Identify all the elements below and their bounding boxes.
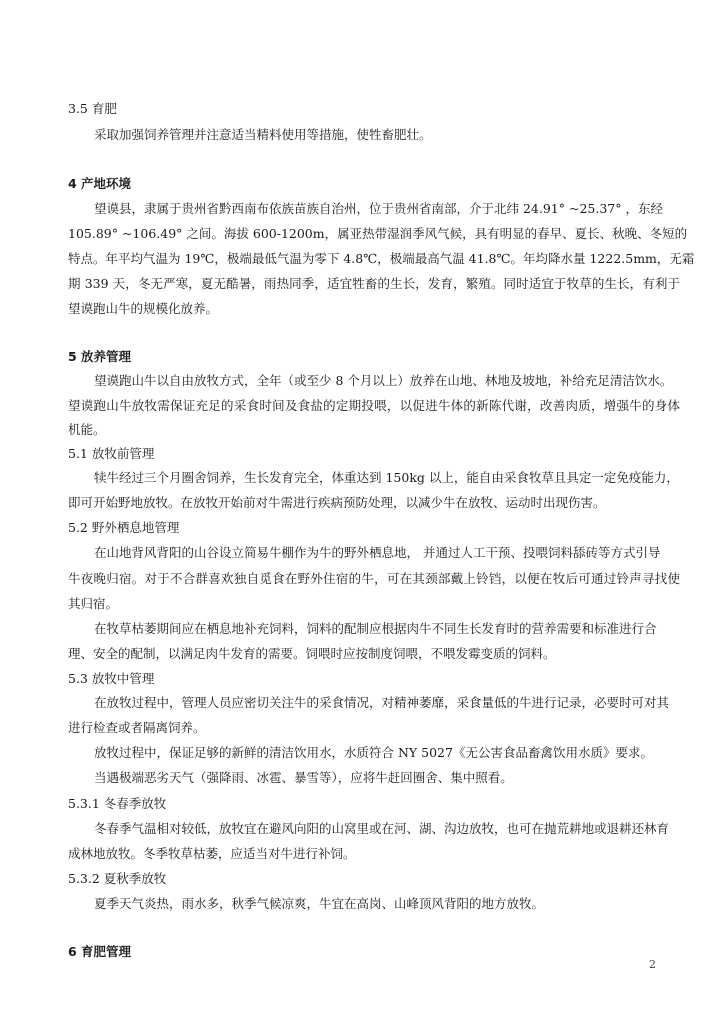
heading-5-1: 5.1 放牧前管理: [68, 446, 155, 461]
heading-6: 6 育肥管理: [68, 944, 132, 959]
paragraph-line: 冬春季气温相对较低，放牧宜在避风向阳的山窝里或在河、湖、沟边放牧，也可在抛荒耕地或退耕还林育: [94, 821, 670, 836]
paragraph-line: 望谟县，隶属于贵州省黔西南布依族苗族自治州，位于贵州省南部，介于北纬 24.91° ~25.37° ，东经: [94, 201, 663, 216]
page-number: 2: [649, 958, 656, 971]
paragraph-line: 其归宿。: [68, 596, 119, 611]
heading-5-2: 5.2 野外栖息地管理: [68, 520, 180, 535]
paragraph-line: 理、安全的配制，以满足肉牛发育的需要。饲喂时应按制度饲喂，不喂发霉变质的饲料。: [68, 646, 556, 661]
heading-4: 4 产地环境: [68, 176, 132, 191]
paragraph-line: 进行检查或者隔离饲养。: [68, 720, 206, 735]
paragraph-line: 望谟跑山牛放牧需保证充足的采食时间及食盐的定期投喂，以促进牛体的新陈代谢，改善肉质，增强牛的身体: [68, 398, 680, 413]
paragraph-line: 成林地放牧。冬季牧草枯萎，应适当对牛进行补饲。: [68, 846, 356, 861]
paragraph-line: 特点。年平均气温为 19℃，极端最低气温为零下 4.8℃，极端最高气温 41.8℃。年均降水量 1222.5mm，无霜: [68, 251, 695, 266]
heading-5: 5 放养管理: [68, 349, 132, 364]
paragraph-line: 105.89° ~106.49° 之间。海拔 600-1200m，属亚热带湿润季风气候，具有明显的春早、夏长、秋晚、冬短的: [68, 226, 688, 241]
paragraph-line: 机能。: [68, 422, 106, 437]
paragraph-line: 夏季天气炎热，雨水多，秋季气候凉爽，牛宜在高岗、山峰顶风背阳的地方放牧。: [94, 896, 545, 911]
heading-5-3-2: 5.3.2 夏秋季放牧: [68, 871, 167, 886]
paragraph-line: 即可开始野地放牧。在放牧开始前对牛需进行疾病预防处理，以减少牛在放牧、运动时出现伤害。: [68, 495, 606, 510]
heading-3-5: 3.5 育肥: [68, 101, 117, 116]
paragraph-line: 望谟跑山牛的规模化放养。: [68, 301, 219, 316]
paragraph-line: 当遇极端恶劣天气（强降雨、冰雹、暴雪等），应将牛赶回圈舍、集中照看。: [94, 770, 513, 785]
heading-5-3: 5.3 放牧中管理: [68, 671, 155, 686]
paragraph-line: 采取加强饲养管理并注意适当精料使用等措施，使牲畜肥壮。: [94, 127, 432, 142]
paragraph-line: 期 339 天，冬无严寒，夏无酷暑，雨热同季，适宜牲畜的生长，发育，繁殖。同时适宜于牧草的生长，有利于: [68, 276, 680, 291]
heading-5-3-1: 5.3.1 冬春季放牧: [68, 796, 167, 811]
paragraph-line: 牛夜晚归宿。对于不合群喜欢独自觅食在野外住宿的牛，可在其颈部戴上铃铛，以便在牧后可通过铃声寻找使: [68, 571, 680, 586]
paragraph-line: 望谟跑山牛以自由放牧方式，全年（或至少 8 个月以上）放养在山地、林地及坡地，补给充足清洁饮水。: [94, 373, 673, 388]
paragraph-line: 在牧草枯萎期间应在栖息地补充饲料，饲料的配制应根据肉牛不同生长发育时的营养需要和标准进行合: [94, 621, 657, 636]
paragraph-line: 放牧过程中，保证足够的新鲜的清洁饮用水，水质符合 NY 5027《无公害食品畜禽饮用水质》要求。: [94, 745, 653, 760]
paragraph-line: 在放牧过程中，管理人员应密切关注牛的采食情况，对精神萎靡，采食量低的牛进行记录，必要时可对其: [94, 695, 670, 710]
paragraph-line: 犊牛经过三个月圈舍饲养，生长发育完全，体重达到 150kg 以上，能自由采食牧草且具定一定免疫能力，: [94, 470, 679, 485]
paragraph-line: 在山地背风背阳的山谷设立简易牛棚作为牛的野外栖息地， 并通过人工干预、投喂饲料舔砖等方式引导: [94, 545, 661, 560]
